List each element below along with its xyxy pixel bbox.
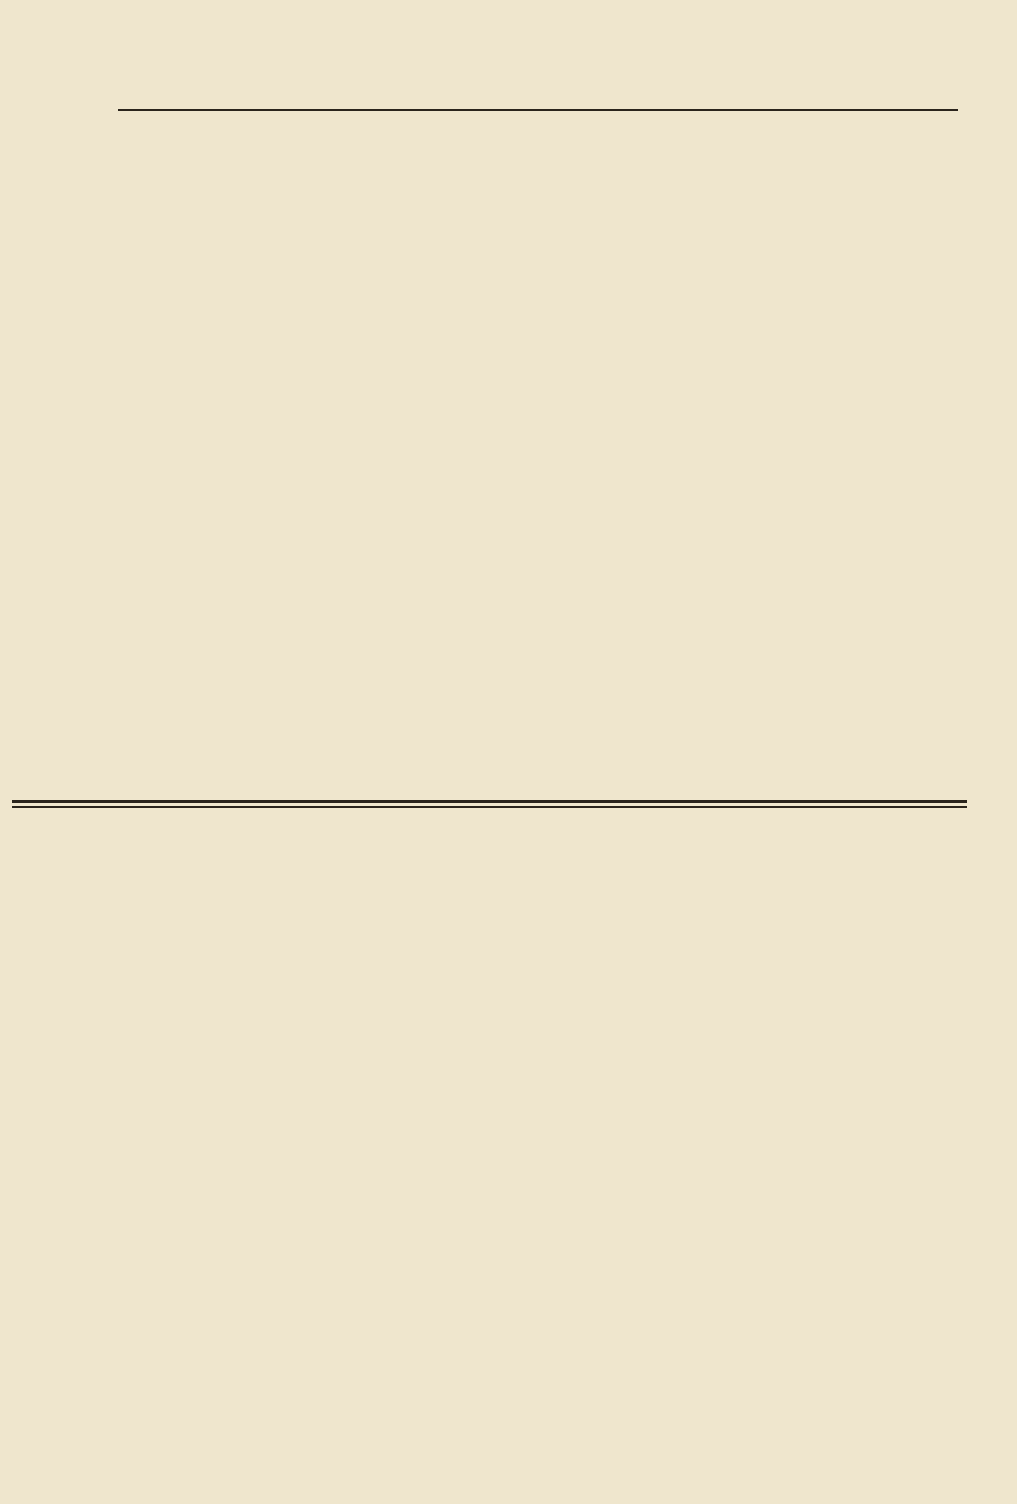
section-divider	[12, 806, 967, 808]
header-rule	[118, 109, 958, 111]
running-header	[118, 78, 948, 108]
section-divider	[12, 800, 967, 803]
